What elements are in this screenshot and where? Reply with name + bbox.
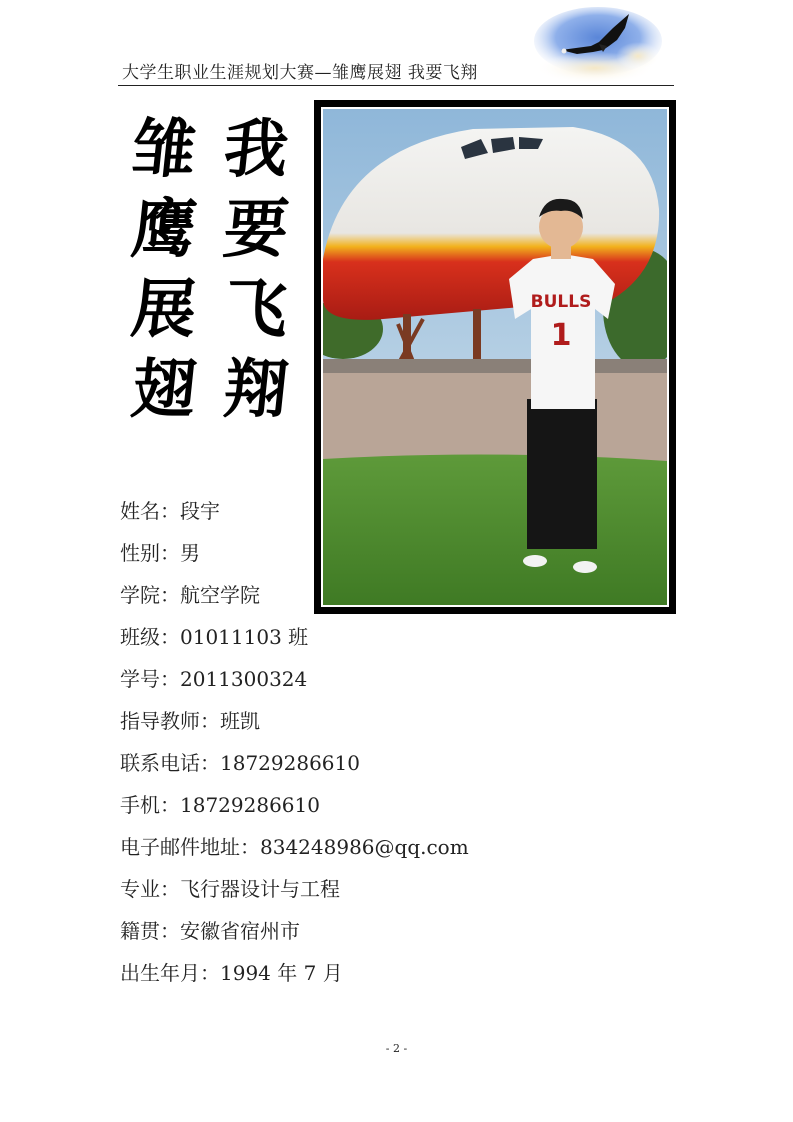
field-value: 航空学院 <box>180 583 260 607</box>
field-value: 安徽省宿州市 <box>180 919 300 943</box>
field-value: 834248986@qq.com <box>260 835 469 859</box>
profile-field-gender <box>120 537 200 566</box>
callig-char: 翅 <box>128 353 200 427</box>
field-value: 段宇 <box>180 499 220 523</box>
field-value: 1994 年 7 月 <box>220 961 343 985</box>
field-value: 2011300324 <box>180 667 308 691</box>
callig-char: 要 <box>220 193 292 267</box>
field-label: 出生年月： <box>120 961 220 985</box>
profile-field-major <box>120 873 340 902</box>
field-value: 飞行器设计与工程 <box>180 877 340 901</box>
eagle-logo-icon <box>533 6 663 84</box>
field-label: 性别： <box>120 541 180 565</box>
jersey-text: BULLS <box>530 292 592 312</box>
profile-field-mobile <box>120 789 320 818</box>
field-value: 男 <box>180 541 200 565</box>
profile-field-birth <box>120 957 343 986</box>
profile-field-college <box>120 579 260 608</box>
callig-char: 展 <box>128 273 200 347</box>
field-value: 18729286610 <box>180 793 320 817</box>
field-label: 专业： <box>120 877 180 901</box>
callig-char: 翔 <box>220 353 292 427</box>
field-label: 籍贯： <box>120 919 180 943</box>
profile-field-class <box>120 621 308 650</box>
field-value: 班凯 <box>220 709 260 733</box>
page-number: - 2 - <box>385 1042 408 1055</box>
field-label: 手机： <box>120 793 180 817</box>
jersey-number: 1 <box>550 318 572 353</box>
profile-field-advisor <box>120 705 260 734</box>
profile-field-email <box>120 831 469 860</box>
profile-field-name <box>120 495 220 524</box>
callig-char: 雏 <box>128 113 200 187</box>
field-label: 班级： <box>120 625 180 649</box>
callig-char: 我 <box>220 113 292 187</box>
calligraphy-title <box>128 113 303 428</box>
field-label: 联系电话： <box>120 751 220 775</box>
field-label: 姓名： <box>120 499 180 523</box>
portrait-photo <box>321 107 669 607</box>
field-label: 电子邮件地址： <box>120 835 260 859</box>
header-title: 大学生职业生涯规划大赛—雏鹰展翅 我要飞翔 <box>122 63 478 83</box>
field-value: 01011103 班 <box>180 625 309 649</box>
profile-field-student-id <box>120 663 307 692</box>
field-value: 18729286610 <box>220 751 360 775</box>
field-label: 指导教师： <box>120 709 220 733</box>
field-label: 学院： <box>120 583 180 607</box>
callig-char: 飞 <box>220 273 292 347</box>
profile-field-hometown <box>120 915 300 944</box>
header-rule <box>118 85 674 86</box>
field-label: 学号： <box>120 667 180 691</box>
callig-char: 鹰 <box>128 193 200 267</box>
profile-field-phone <box>120 747 360 776</box>
portrait-photo-frame <box>314 100 676 614</box>
